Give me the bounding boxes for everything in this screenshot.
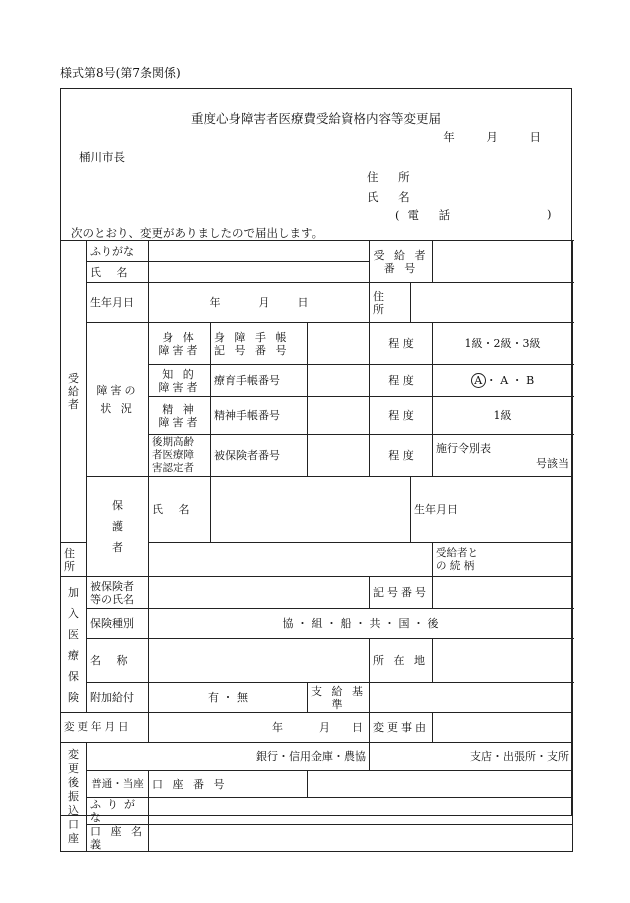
account-holder-label: 口 座 名 義 [87, 825, 149, 852]
guardian-birthdate-label: 生年月日 [411, 477, 573, 543]
circled-a-icon: A [471, 373, 486, 388]
recipient-section-label: 受 給 者 [61, 241, 87, 543]
mental-degree-options[interactable]: 1級 [433, 397, 573, 435]
elderly-degree-label: 程 度 [370, 435, 433, 477]
benefit-standard-label: 支 給 基 準 [308, 683, 370, 713]
change-date-label: 変更年月日 [61, 713, 149, 743]
intellectual-degree-options[interactable]: A ・ A ・ B [433, 365, 573, 397]
intellectual-doc-field[interactable] [308, 365, 370, 397]
guardian-name-field[interactable] [211, 477, 411, 543]
insurance-name-label: 名 称 [87, 639, 149, 683]
recipient-name-label: 氏 名 [87, 262, 149, 283]
form-title: 重度心身障害者医療費受給資格内容等変更届 [190, 111, 441, 126]
intellectual-doc-label: 療育手帳番号 [211, 365, 308, 397]
addressee: 桶川市長 [79, 150, 125, 164]
submission-date[interactable] [423, 129, 541, 145]
insurance-location-label: 所 在 地 [370, 639, 433, 683]
date-month: 月 [486, 130, 498, 144]
disability-status-label: 障害の 状 況 [87, 323, 149, 477]
insurance-location-field[interactable] [433, 639, 573, 683]
change-reason-field[interactable] [433, 713, 573, 743]
extra-benefit-options[interactable]: 有 ・ 無 [149, 683, 308, 713]
account-number-label: 口 座 番 号 [149, 771, 308, 798]
bank-furigana-label: ふりがな [87, 798, 149, 825]
physical-doc-field[interactable] [308, 323, 370, 365]
physical-doc-label: 身 障 手 帳 記 号 番 号 [211, 323, 308, 365]
guardian-relation-label: 受給者と の 続 柄 [433, 543, 573, 577]
form-header [61, 89, 571, 239]
disability-type-intellectual: 知 的 障害者 [149, 365, 211, 397]
account-number-field[interactable] [308, 771, 573, 798]
applicant-name-label: 氏 名 [367, 190, 418, 204]
extra-benefit-label: 附加給付 [87, 683, 149, 713]
elderly-degree-field[interactable]: 施行令別表 号該当 [433, 435, 573, 477]
insurance-name-field[interactable] [149, 639, 370, 683]
notice-text: 次のとおり、変更がありましたので届出します。 [71, 226, 324, 240]
insured-name-field[interactable] [149, 577, 370, 609]
elderly-doc-label: 被保険者番号 [211, 435, 308, 477]
guardian-name-label: 氏 名 [149, 477, 211, 543]
bank-name-field[interactable]: 銀行・信用金庫・農協 [87, 743, 370, 771]
account-type-options[interactable]: 普通・当座 [87, 771, 149, 798]
disability-type-elderly: 後期高齢 者医療障 害認定者 [149, 435, 211, 477]
recipient-name-field[interactable] [149, 262, 370, 283]
bank-section-label: 変 更 後 振 込 口 座 [61, 743, 87, 852]
date-year: 年 [443, 130, 455, 144]
applicant-tel-label: (電 話 [395, 208, 459, 222]
change-date-field[interactable]: 年 月 日 [149, 713, 370, 743]
account-holder-field[interactable] [149, 825, 573, 852]
recipient-birthdate-label: 生年月日 [87, 283, 149, 323]
guardian-section-label: 保 護 者 [87, 477, 149, 577]
intellectual-degree-label: 程 度 [370, 365, 433, 397]
recipient-address-label: 住 所 [370, 283, 411, 323]
recipient-birthdate-field[interactable]: 年 月 日 [149, 283, 370, 323]
change-reason-label: 変更事由 [370, 713, 433, 743]
recipient-furigana-field[interactable] [149, 241, 370, 262]
mental-degree-label: 程 度 [370, 397, 433, 435]
elderly-doc-field[interactable] [308, 435, 370, 477]
guardian-address-label: 住 所 [61, 543, 87, 577]
recipient-number-label: 受 給 者 番 号 [370, 241, 433, 283]
symbol-number-label: 記号番号 [370, 577, 433, 609]
symbol-number-field[interactable] [433, 577, 573, 609]
recipient-furigana-label: ふりがな [87, 241, 149, 262]
bank-furigana-field[interactable] [149, 798, 573, 825]
insurance-section-label: 加 入 医 療 保 険 [61, 577, 87, 713]
form-number-label: 様式第8号(第7条関係) [60, 66, 181, 80]
applicant-tel-close: ) [547, 207, 552, 221]
insurance-type-label: 保険種別 [87, 609, 149, 639]
branch-name-field[interactable]: 支店・出張所・支所 [370, 743, 573, 771]
recipient-address-field[interactable] [411, 283, 573, 323]
physical-degree-label: 程 度 [370, 323, 433, 365]
insurance-type-options[interactable]: 協 ・ 組 ・ 船 ・ 共 ・ 国 ・ 後 [149, 609, 573, 639]
form-sheet [60, 88, 572, 851]
disability-type-mental: 精 神 障害者 [149, 397, 211, 435]
recipient-number-field[interactable] [433, 241, 573, 283]
date-day: 日 [529, 130, 541, 144]
applicant-address-label: 住 所 [367, 170, 418, 184]
guardian-address-field[interactable] [149, 543, 433, 577]
mental-doc-label: 精神手帳番号 [211, 397, 308, 435]
insured-name-label: 被保険者 等の氏名 [87, 577, 149, 609]
disability-type-physical: 身 体 障害者 [149, 323, 211, 365]
benefit-standard-field[interactable] [370, 683, 573, 713]
mental-doc-field[interactable] [308, 397, 370, 435]
form-table [60, 240, 573, 852]
physical-degree-options[interactable]: 1級・2級・3級 [433, 323, 573, 365]
